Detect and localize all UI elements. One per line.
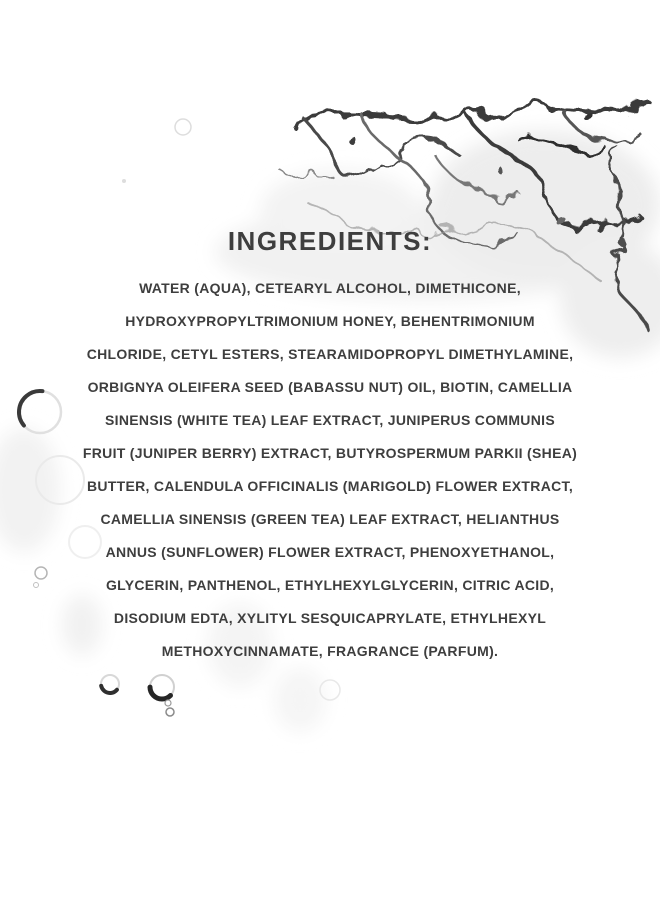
ingredient-line: WATER (AQUA), CETEARYL ALCOHOL, DIMETHICONE, bbox=[139, 280, 521, 296]
ingredient-line: SINENSIS (WHITE TEA) LEAF EXTRACT, JUNIPERUS COMMUNIS bbox=[105, 412, 555, 428]
ingredient-line: CAMELLIA SINENSIS (GREEN TEA) LEAF EXTRACT, HELIANTHUS bbox=[100, 511, 560, 527]
water-bubble bbox=[175, 119, 191, 135]
ingredient-line: ORBIGNYA OLEIFERA SEED (BABASSU NUT) OIL, BIOTIN, CAMELLIA bbox=[87, 379, 573, 395]
ingredient-line: FRUIT (JUNIPER BERRY) EXTRACT, BUTYROSPERMUM PARKII (SHEA) bbox=[82, 445, 578, 461]
water-bubble bbox=[166, 708, 174, 716]
water-bubble bbox=[165, 700, 171, 706]
ingredient-line: DISODIUM EDTA, XYLITYL SESQUICAPRYLATE, ETHYLHEXYL bbox=[113, 610, 547, 626]
ingredient-line: HYDROXYPROPYLTRIMONIUM HONEY, BEHENTRIMONIUM bbox=[125, 313, 535, 329]
ingredient-line: BUTTER, CALENDULA OFFICINALIS (MARIGOLD) FLOWER EXTRACT, bbox=[86, 478, 574, 494]
water-bubble bbox=[122, 179, 126, 183]
label-text-block bbox=[0, 226, 660, 668]
ingredients-list bbox=[0, 272, 660, 668]
ingredients-title: INGREDIENTS: bbox=[227, 226, 433, 256]
ingredient-line: GLYCERIN, PANTHENOL, ETHYLHEXYLGLYCERIN, CITRIC ACID, bbox=[105, 577, 555, 593]
water-bubble-dark-bottom bbox=[145, 670, 179, 704]
ingredient-line: ANNUS (SUNFLOWER) FLOWER EXTRACT, PHENOXYETHANOL, bbox=[105, 544, 555, 560]
ingredient-line: CHLORIDE, CETYL ESTERS, STEARAMIDOPROPYL DIMETHYLAMINE, bbox=[86, 346, 574, 362]
water-bubble-dark-bottom bbox=[97, 671, 122, 696]
ingredient-line: METHOXYCINNAMATE, FRAGRANCE (PARFUM). bbox=[161, 643, 499, 659]
